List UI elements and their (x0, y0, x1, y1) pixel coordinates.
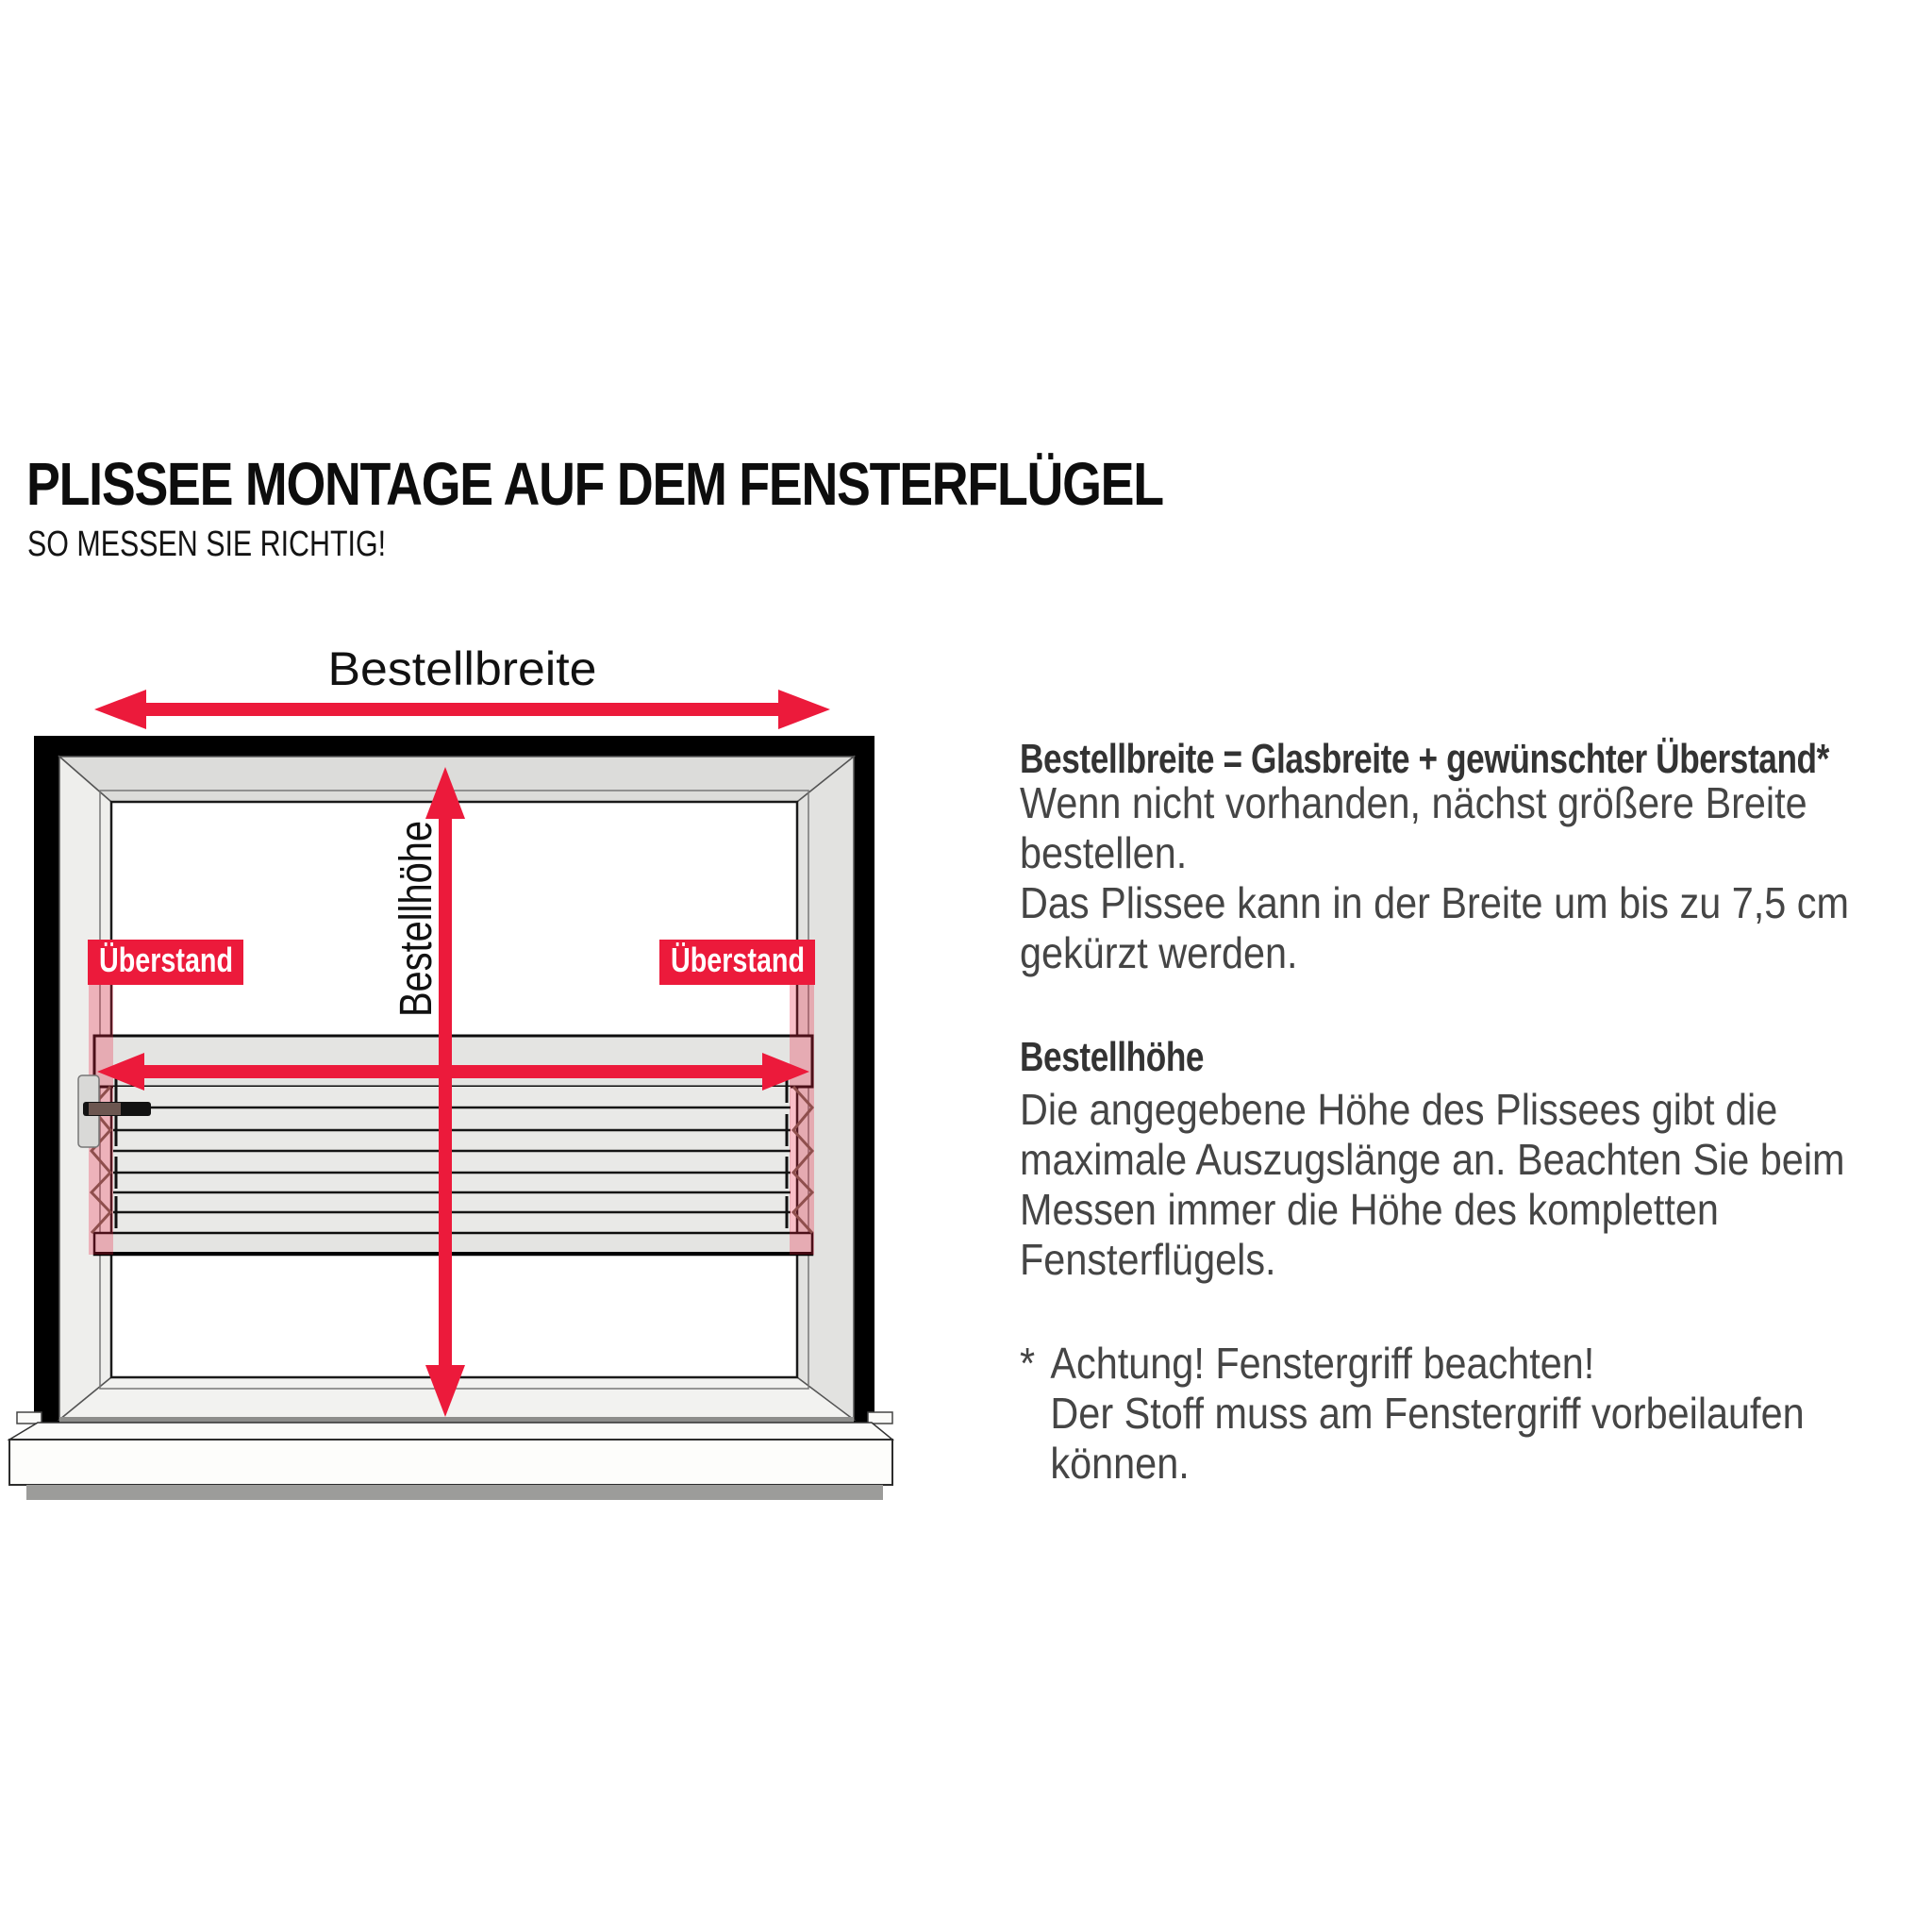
handle-footnote (1020, 1339, 1805, 1489)
sill-front-face (9, 1440, 892, 1485)
page-title: PLISSEE MONTAGE AUF DEM FENSTERFLÜGEL (26, 450, 1163, 518)
plissee-bottom-rail (94, 1233, 812, 1255)
order-width-arrow-icon (94, 690, 830, 729)
window-handle-grip (89, 1103, 121, 1115)
text-line: Achtung! Fenstergriff beachten! (1050, 1339, 1595, 1388)
text-line: maximale Auszugslänge an. Beachten Sie beim (1020, 1135, 1845, 1184)
text-line: Fensterflügels. (1020, 1235, 1276, 1284)
plissee-top-rail (94, 1036, 812, 1087)
sill-end-cap-right (868, 1412, 892, 1424)
text-line: bestellen. (1020, 828, 1188, 877)
order-width-text (1020, 778, 1849, 978)
text-line: Messen immer die Höhe des kompletten (1020, 1185, 1719, 1234)
order-height-label: Bestellhöhe (391, 780, 441, 1017)
text-line: Wenn nicht vorhanden, nächst größere Breite (1020, 778, 1807, 827)
overhang-label-right: Überstand (671, 941, 805, 979)
sill-end-cap-left (17, 1412, 42, 1424)
frame-top-face (59, 757, 854, 802)
text-line: gekürzt werden. (1020, 928, 1298, 977)
order-width-heading: Bestellbreite = Glasbreite + gewünschter Überstand* (1020, 736, 1829, 782)
page-subtitle: SO MESSEN SIE RICHTIG! (27, 525, 387, 564)
sill-top-face (9, 1423, 892, 1440)
sill-shadow (26, 1485, 883, 1500)
text-line: Das Plissee kann in der Breite um bis zu 7,5 cm (1020, 878, 1849, 927)
order-width-label: Bestellbreite (327, 642, 597, 695)
order-height-text (1020, 1085, 1845, 1285)
order-height-heading: Bestellhöhe (1020, 1034, 1205, 1080)
footnote-marker: * (1020, 1339, 1036, 1388)
text-line: Der Stoff muss am Fenstergriff vorbeilaufen (1050, 1389, 1805, 1438)
window-measure-diagram (0, 623, 966, 1604)
overhang-label-left: Überstand (99, 941, 233, 979)
text-line: können. (1050, 1439, 1190, 1488)
text-line: Die angegebene Höhe des Plissees gibt die (1020, 1085, 1778, 1134)
